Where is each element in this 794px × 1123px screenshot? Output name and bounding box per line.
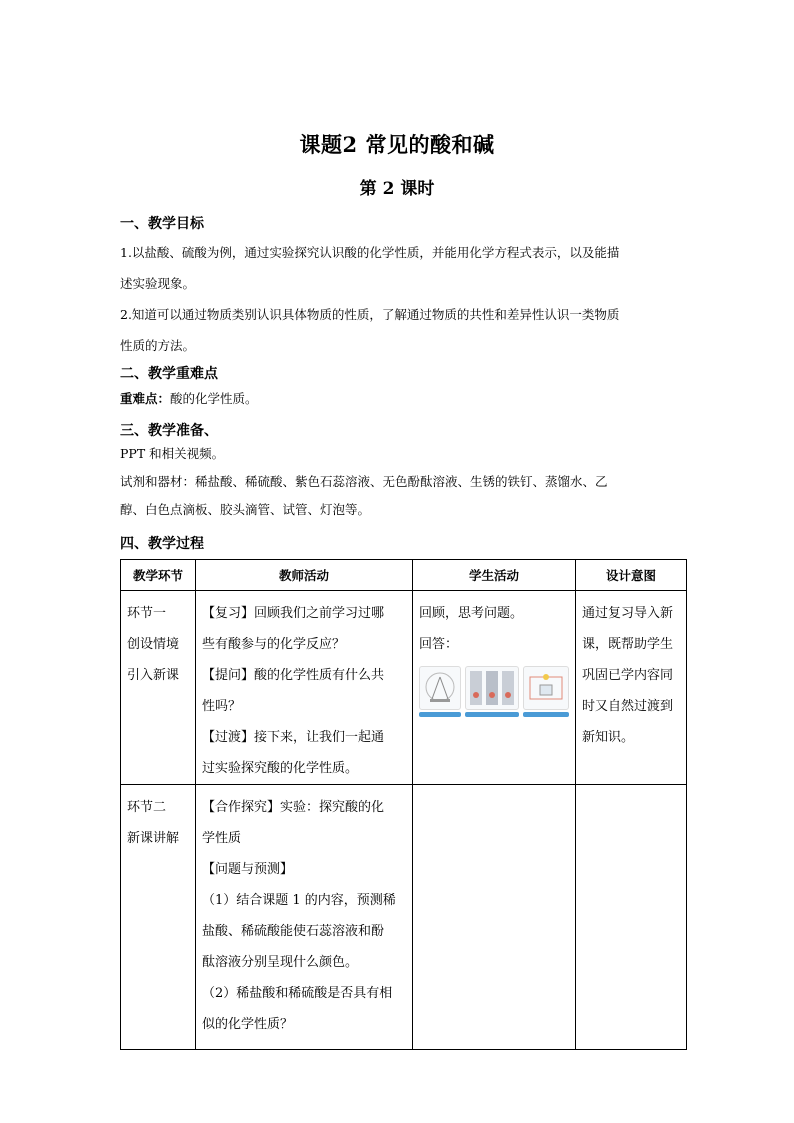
row1-intent-cell	[576, 591, 687, 785]
row1-stage-line: 环节一	[127, 606, 167, 621]
table-row	[121, 591, 687, 785]
row2-stage-line: 新课讲解	[127, 831, 180, 846]
row2-teacher-line: 酞溶液分别呈现什么颜色。	[202, 955, 359, 970]
key-points-line	[120, 391, 258, 407]
row2-intent-cell	[576, 785, 687, 1050]
header-student-activity: 学生活动	[413, 560, 576, 591]
objective-1-line-1: 1.以盐酸、硫酸为例，通过实验探究认识酸的化学性质，并能用化学方程式表示，以及能描	[120, 245, 620, 260]
header-stage: 教学环节	[121, 560, 196, 591]
row1-student-line: 回答：	[419, 637, 459, 652]
thumbnail-circuit	[523, 666, 569, 717]
circuit-icon	[524, 667, 568, 709]
key-points-label: 重难点：	[120, 391, 171, 406]
row2-teacher-line: 似的化学性质？	[202, 1017, 294, 1032]
preparation-ppt: PPT 和相关视频。	[120, 446, 225, 461]
row1-teacher-cell	[196, 591, 413, 785]
row1-teacher-line: 过实验探究酸的化学性质。	[202, 761, 359, 776]
row2-teacher-line: 【问题与预测】	[202, 862, 294, 877]
lesson-subtitle: 第 2 课时	[359, 179, 435, 199]
thumbnail-flask-apparatus	[419, 666, 461, 717]
row2-teacher-line: （1）结合课题 1 的内容，预测稀	[202, 893, 396, 908]
lesson-title: 课题2 常见的酸和碱	[299, 132, 495, 157]
row2-student-cell	[413, 785, 576, 1050]
row1-stage-cell	[121, 591, 196, 785]
row1-student-line: 回顾，思考问题。	[419, 606, 524, 621]
row2-teacher-line: （2）稀盐酸和稀硫酸是否具有相	[202, 986, 393, 1001]
row1-intent-line: 新知识。	[582, 730, 635, 745]
table-row	[121, 785, 687, 1050]
thumbnail-test-tubes	[465, 666, 519, 717]
row1-teacher-line: 【过渡】接下来，让我们一起通	[202, 730, 385, 745]
row1-intent-line: 通过复习导入新	[582, 606, 674, 621]
row2-teacher-line: 【合作探究】实验：探究酸的化	[202, 800, 385, 815]
teaching-process-table	[120, 559, 687, 1050]
objective-2-line-1: 2.知道可以通过物质类别认识具体物质的性质，了解通过物质的共性和差异性认识一类物质	[120, 307, 620, 322]
row1-teacher-line: 【提问】酸的化学性质有什么共	[202, 668, 385, 683]
table-header-row	[121, 560, 687, 591]
row1-student-cell	[413, 591, 576, 785]
row2-teacher-cell	[196, 785, 413, 1050]
row2-teacher-line: 学性质	[202, 831, 242, 846]
key-points-text: 酸的化学性质。	[170, 391, 258, 406]
row2-teacher-line: 盐酸、稀硫酸能使石蕊溶液和酚	[202, 924, 385, 939]
row1-intent-line: 课，既帮助学生	[582, 637, 674, 652]
row1-stage-line: 创设情境	[127, 637, 180, 652]
row1-teacher-line: 性吗？	[202, 699, 242, 714]
row2-stage-line: 环节二	[127, 800, 167, 815]
section-heading-process: 四、教学过程	[120, 536, 204, 552]
objective-1-line-2: 述实验现象。	[120, 276, 196, 291]
row1-intent-line: 时又自然过渡到	[582, 699, 674, 714]
section-heading-preparation: 三、教学准备、	[120, 423, 218, 439]
section-heading-objectives: 一、教学目标	[120, 216, 204, 232]
row1-stage-line: 引入新课	[127, 668, 180, 683]
header-teacher-activity: 教师活动	[196, 560, 413, 591]
row1-intent-line: 巩固已学内容同	[582, 668, 674, 683]
preparation-materials-line-1: 试剂和器材：稀盐酸、稀硫酸、紫色石蕊溶液、无色酚酞溶液、生锈的铁钉、蒸馏水、乙	[120, 474, 608, 489]
preparation-materials-line-2: 醇、白色点滴板、胶头滴管、试管、灯泡等。	[120, 502, 371, 517]
section-heading-key-points: 二、教学重难点	[120, 366, 218, 382]
row1-teacher-line: 些有酸参与的化学反应？	[202, 637, 346, 652]
objective-2-line-2: 性质的方法。	[120, 338, 196, 353]
experiment-thumbnails	[419, 666, 569, 717]
row1-teacher-line: 【复习】回顾我们之前学习过哪	[202, 606, 385, 621]
test-tubes-icon	[466, 667, 518, 709]
flask-apparatus-icon	[420, 667, 460, 709]
header-design-intent: 设计意图	[576, 560, 687, 591]
row2-stage-cell	[121, 785, 196, 1050]
